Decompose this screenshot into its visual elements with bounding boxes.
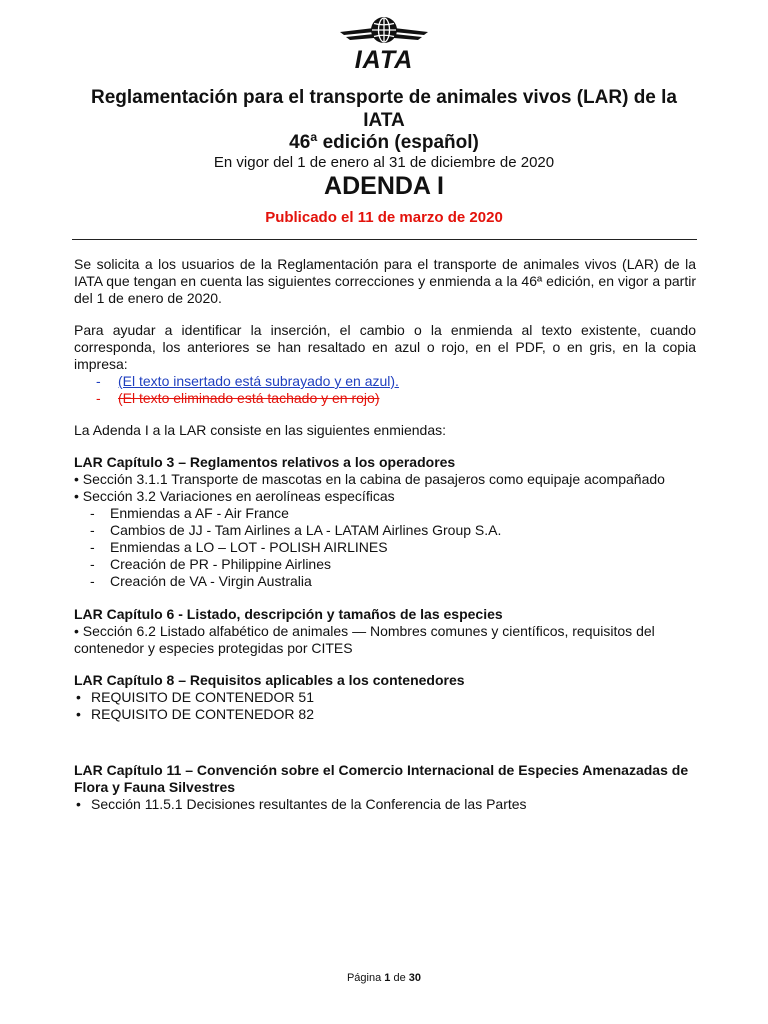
section-heading: LAR Capítulo 3 – Reglamentos relativos a los operadores	[74, 454, 456, 470]
intro-paragraph: Se solicita a los usuarios de la Reglamentación para el transporte de animales vivos (LAR) de la IATA que tengan en cuenta las siguientes correcciones y enmienda a la 46ª edición, en vigor a partir del 1 de enero de 2020.	[74, 256, 696, 306]
list-item: - Creación de PR - Philippine Airlines	[90, 556, 331, 572]
list-item: - Enmiendas a AF - Air France	[90, 505, 289, 521]
validity-period: En vigor del 1 de enero al 31 de diciembre de 2020	[213, 154, 555, 171]
header-divider	[72, 239, 697, 240]
globe-wings-icon	[338, 14, 430, 50]
list-dash: -	[96, 390, 101, 406]
page-label: Página	[346, 972, 382, 984]
legend-list	[74, 373, 399, 407]
list-item-text: Enmiendas a AF - Air France	[110, 505, 289, 521]
list-item-text: REQUISITO DE CONTENEDOR 82	[91, 706, 315, 722]
iata-wordmark: IATA	[354, 46, 414, 74]
section-heading: LAR Capítulo 8 – Requisitos aplicables a los contenedores	[74, 672, 465, 688]
iata-logo	[338, 14, 430, 74]
current-page: 1	[384, 972, 391, 984]
deleted-text-example: (El texto eliminado está tachado y en rojo)	[118, 390, 380, 406]
section-chapter-3	[74, 454, 696, 590]
list-item: • Sección 3.1.1 Transporte de mascotas en la cabina de pasajeros como equipaje acompañado	[74, 471, 665, 487]
section-chapter-8	[74, 672, 696, 723]
document-title: Reglamentación para el transporte de animales vivos (LAR) de la IATA	[90, 87, 677, 131]
inserted-text-example: (El texto insertado está subrayado y en azul).	[118, 373, 399, 389]
section-chapter-11	[74, 762, 696, 813]
list-item: • Sección 3.2 Variaciones en aerolíneas específicas	[74, 488, 395, 504]
list-item-text: Creación de VA - Virgin Australia	[110, 573, 312, 589]
list-item: • Sección 6.2 Listado alfabético de animales — Nombres comunes y científicos, requisitos del contenedor y especies protegidas por CITES	[74, 623, 655, 656]
amendments-intro: La Adenda I a la LAR consiste en las siguientes enmiendas:	[74, 422, 447, 438]
highlight-explanation: Para ayudar a identificar la inserción, el cambio o la enmienda al texto existente, cuando corresponda, los anteriores se han resaltado en azul o rojo, en el PDF, o en gris, en la copia impresa:	[74, 322, 696, 372]
list-item-text: Cambios de JJ - Tam Airlines a LA - LATAM Airlines Group S.A.	[110, 522, 502, 538]
list-item: • REQUISITO DE CONTENEDOR 51	[76, 689, 315, 705]
page-number	[0, 971, 768, 985]
list-item: • Sección 11.5.1 Decisiones resultantes de la Conferencia de las Partes	[76, 796, 527, 812]
list-item-text: REQUISITO DE CONTENEDOR 51	[91, 689, 315, 705]
section-heading: LAR Capítulo 6 - Listado, descripción y tamaños de las especies	[74, 606, 503, 622]
list-item-text: Enmiendas a LO – LOT - POLISH AIRLINES	[110, 539, 388, 555]
legend-item-deleted	[74, 390, 399, 407]
list-item: - Cambios de JJ - Tam Airlines a LA - LATAM Airlines Group S.A.	[90, 522, 502, 538]
publication-date: Publicado el 11 de marzo de 2020	[265, 209, 503, 226]
edition-label: 46ª edición (español)	[289, 132, 479, 153]
page-of: de	[393, 972, 406, 984]
list-item-text: Sección 11.5.1 Decisiones resultantes de la Conferencia de las Partes	[91, 796, 527, 812]
list-dash: -	[96, 373, 101, 389]
section-chapter-6	[74, 606, 696, 657]
list-item: - Creación de VA - Virgin Australia	[90, 573, 312, 589]
total-pages: 30	[408, 972, 422, 984]
list-item: - Enmiendas a LO – LOT - POLISH AIRLINES	[90, 539, 388, 555]
list-item: • REQUISITO DE CONTENEDOR 82	[76, 706, 315, 722]
addendum-heading: ADENDA I	[324, 172, 444, 200]
legend-item-inserted	[74, 373, 399, 390]
section-heading: LAR Capítulo 11 – Convención sobre el Comercio Internacional de Especies Amenazadas de Flora y Fauna Silvestres	[74, 762, 689, 795]
list-item-text: Creación de PR - Philippine Airlines	[110, 556, 331, 572]
